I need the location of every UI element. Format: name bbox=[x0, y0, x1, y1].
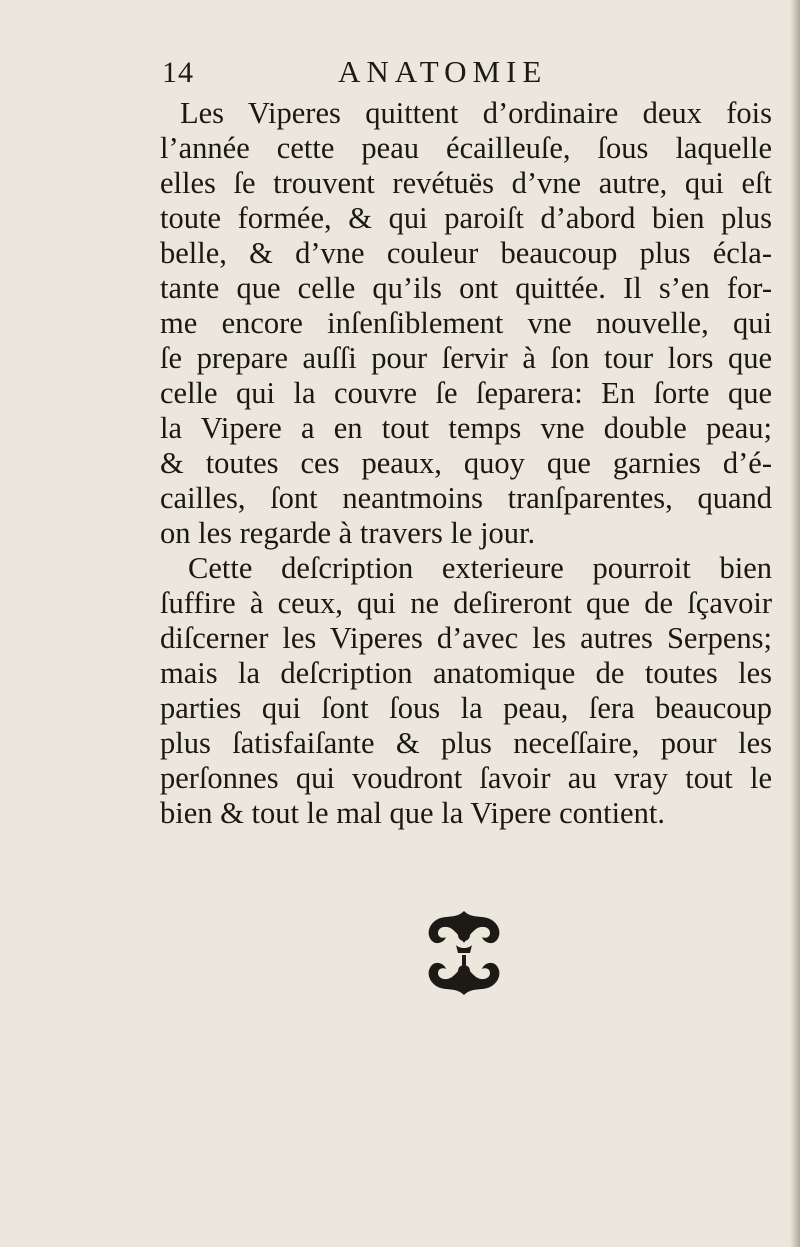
text-line: on les regarde à travers le jour. bbox=[160, 516, 536, 550]
text-line: bien & tout le mal que la Vipere contient. bbox=[160, 796, 665, 830]
text-line: parties qui ſont ſous la peau, ſera beaucoup bbox=[160, 691, 772, 725]
text-line: belle, & d’vne couleur beaucoup plus écla- bbox=[160, 236, 772, 270]
fleuron-ornament-icon bbox=[416, 905, 512, 1001]
paragraph-2 bbox=[160, 551, 772, 831]
text-line: cailles, ſont neantmoins tranſparentes, quand bbox=[160, 481, 772, 515]
page-number: 14 bbox=[162, 56, 194, 89]
text-line: perſonnes qui voudront ſavoir au vray tout le bbox=[160, 761, 772, 795]
text-line: tante que celle qu’ils ont quittée. Il s’en for- bbox=[160, 271, 772, 305]
text-line: la Vipere a en tout temps vne double peau; bbox=[160, 411, 772, 445]
text-line: & toutes ces peaux, quoy que garnies d’é- bbox=[160, 446, 772, 480]
text-line: diſcerner les Viperes d’avec les autres Serpens; bbox=[160, 621, 772, 655]
paragraph-1 bbox=[160, 96, 772, 551]
text-line: Les Viperes quittent d’ordinaire deux fois bbox=[180, 96, 772, 130]
text-line: elles ſe trouvent revétuës d’vne autre, qui eſt bbox=[160, 166, 772, 200]
running-title: ANATOMIE bbox=[338, 54, 548, 89]
text-line: Cette deſcription exterieure pourroit bien bbox=[188, 551, 772, 585]
text-line: plus ſatisfaiſante & plus neceſſaire, pour les bbox=[160, 726, 772, 760]
text-line: celle qui la couvre ſe ſeparera: En ſorte que bbox=[160, 376, 772, 410]
text-line: ſe prepare auſſi pour ſervir à ſon tour lors que bbox=[160, 341, 772, 375]
page-edge-shadow bbox=[790, 0, 800, 1247]
body-text bbox=[160, 96, 772, 831]
text-line: mais la deſcription anatomique de toutes les bbox=[160, 656, 772, 690]
text-line: me encore inſenſiblement vne nouvelle, qui bbox=[160, 306, 772, 340]
page-header bbox=[160, 52, 780, 94]
text-line: l’année cette peau écailleuſe, ſous laquelle bbox=[160, 131, 772, 165]
text-line: ſuffire à ceux, qui ne deſireront que de ſçavoir bbox=[160, 586, 772, 620]
text-line: toute formée, & qui paroiſt d’abord bien plus bbox=[160, 201, 772, 235]
